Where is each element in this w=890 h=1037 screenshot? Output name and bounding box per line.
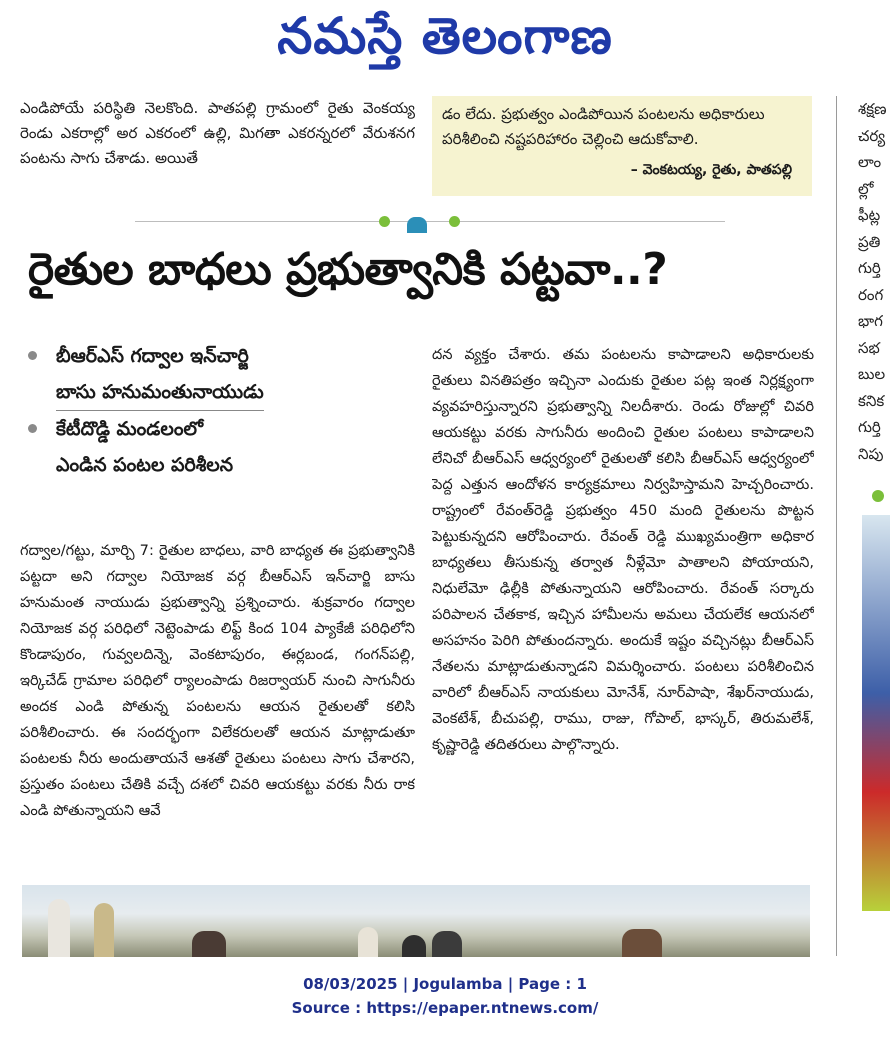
farmers-field-photo [22, 885, 810, 957]
strip-line: గుర్తి [858, 418, 881, 436]
strip-accent-dot [872, 490, 884, 502]
strip-line: లాం [858, 153, 882, 171]
photo-figure [48, 899, 70, 957]
highlight-item [24, 338, 404, 411]
footer-source-link[interactable]: Source : https://epaper.ntnews.com/ [291, 999, 599, 1017]
farmer-quote-text: డం లేదు. ప్రభుత్వం ఎండిపోయిన పంటలను అధికారులు పరిశీలించి నష్టపరిహారం చెల్లించి ఆదుకోవాలి. [442, 105, 765, 148]
farmer-quote-attribution: – వెంకటయ్య, రైతు, పాతపల్లి [630, 162, 792, 178]
divider-line [135, 221, 725, 222]
page-footer [0, 972, 890, 1020]
highlight-item [24, 411, 404, 483]
strip-line: గుర్తి [858, 259, 881, 277]
adjacent-article-photo [862, 515, 890, 911]
farmer-quote-box [432, 96, 812, 196]
strip-line: కనిక [858, 391, 885, 410]
strip-line: చర్య [858, 126, 886, 145]
highlight-line-2: బాసు హనుమంతునాయుడు [56, 374, 264, 411]
section-divider [135, 214, 725, 230]
strip-line: బుల [858, 365, 886, 383]
article-headline: రైతుల బాధలు ప్రభుత్వానికి పట్టవా..? [28, 244, 668, 295]
photo-figure [402, 935, 426, 957]
strip-line: నిపు [858, 444, 884, 463]
photo-figure [94, 903, 114, 957]
highlight-line-2: ఎండిన పంటల పరిశీలన [56, 454, 234, 476]
masthead-title: నమస్తే తెలంగాణ [277, 6, 613, 65]
previous-article-paragraph: ఎండిపోయే పరిస్థితి నెలకొంది. పాతపల్లి గ్రామంలో రైతు వెంకయ్య రెండు ఎకరాల్లో అర ఎకరంలో ఉల్లి, మిగతా ఎకరన్నరలో వేరుశనగ పంటను సాగు చేశాడు. అయితే [20, 99, 415, 167]
masthead [0, 0, 890, 80]
article-body-part-2: దన వ్యక్తం చేశారు. తమ పంటలను కాపాడాలని అధికారులకు రైతులు వినతిపత్రం ఇచ్చినా ఎందుకు రైతుల పట్ల ఇంత నిర్లక్ష్యంగా వ్యవహరిస్తున్నారని ప్రభుత్వాన్ని నిలదీశారు. రెండు రోజుల్లో చివరి ఆయకట్టు వరకు సాగునీరు అందించి రైతుల పంటలు కాపాడాలని లేనిచో బీఆర్ఎస్ ఆధ్వర్యంలో రైతులతో కలిసి బీఆర్ఎస్ ఆధ్వర్యంలో పెద్ద ఎత్తున ఆందోళన కార్యక్రమాలు నిర్వహిస్తామని హెచ్చరించారు. రాష్ట్రంలో రేవంత్‌రెడ్డి ప్రభుత్వం 450 మంది రైతులను పొట్టన పెట్టుకున్నదని ఆరోపించారు. రేవంత్ రెడ్డి ముఖ్యమంత్రిగా అధికార బాధ్యతలు తీసుకున్న తర్వాత నీళ్లేమో పాతాలని పోయాయని, నిధులేమో ఢిల్లీకి పోతున్నాయని ఆరోపించారు. రేవంత్ సర్కారు పరిపాలన చేతకాక, ఇచ్చిన హామీలను అమలు చేయలేక ఆయనలో అసహనం పెరిగి పోతుందన్నారు. అందుకే ఇష్టం వచ్చినట్లు బీఆర్ఎస్ నేతలను మాట్లాడుతున్నాడని విమర్శించారు. పంటలు పరిశీలించిన వారిలో బీఆర్ఎస్ నాయకులు మోనేశ్, నూర్‌పాషా, శేఖర్‌నాయుడు, వెంకటేశ్, బీచుపల్లి, రాము, రాజు, గోపాల్, భాస్కర్, తిరుమలేశ్, కృష్ణారెడ్డి తదితరులు పాల్గొన్నారు. [432, 346, 814, 753]
article-column-2 [432, 342, 814, 874]
strip-line: ల్లో [858, 179, 874, 198]
strip-line: శక్షణ [858, 100, 887, 118]
strip-line: ప్రతి [858, 232, 881, 251]
bullet-icon [28, 351, 37, 360]
article-body-part-1: గద్వాల/గట్టు, మార్చి 7: రైతుల బాధలు, వారి బాధ్యత ఈ ప్రభుత్వానికి పట్టదా అని గద్వాల నియోజక వర్గ బీఆర్ఎస్ ఇన్‌చార్జి బాసు హనుమంత నాయుడు ప్రభుత్వాన్ని ప్రశ్నించారు. శుక్రవారం గద్వాల నియోజక వర్గ పరిధిలో నెట్టెంపాడు లిఫ్ట్ కింద 104 ప్యాకేజీ పరిధిలోని కొండాపురం, గువ్వలదిన్నె, వెంకటాపురం, ఈర్లబండ, గంగన్‌పల్లి, ఇర్కిచేడ్ గ్రామాల పరిధిలో ర్యాలంపాడు రిజర్వాయర్ నుంచి సాగునీరు అందక ఎండి పోతున్న పంటలను ఆయన రైతులతో కలిసి పరిశీలించారు. ఈ సందర్భంగా విలేకరులతో ఆయన మాట్లాడుతూ పంటలకు నీరు అందుతాయనే ఆశతో రైతులు పంటలు సాగు చేశారని, ప్రస్తుతం పంటలు చేతికి వచ్చే దశలో చివరి ఆయకట్టు వరకు నీరు రాక ఎండి పోతున్నాయని ఆవే [20, 542, 415, 819]
article-highlights [24, 338, 404, 483]
strip-line: సభ [858, 338, 880, 357]
divider-dot-right [449, 216, 460, 227]
highlight-line-1: కేటీదొడ్డి మండలంలో [56, 418, 204, 440]
strip-line: భాగ [858, 312, 883, 330]
strip-line: రంగ [858, 285, 884, 304]
divider-emblem [407, 217, 427, 233]
photo-figure [192, 931, 226, 957]
divider-dot-left [379, 216, 390, 227]
strip-line: ఫీట్ల [858, 206, 881, 224]
previous-article-text [20, 96, 415, 196]
photo-figure [622, 929, 662, 957]
column-rule [836, 96, 837, 956]
highlight-line-1: బీఆర్ఎస్ గద్వాల ఇన్‌చార్జి [56, 345, 249, 367]
photo-figure [432, 931, 462, 957]
article-column-1 [20, 538, 415, 873]
bullet-icon [28, 424, 37, 433]
footer-edition-info: 08/03/2025 | Jogulamba | Page : 1 [303, 975, 587, 993]
photo-figure [358, 927, 378, 957]
